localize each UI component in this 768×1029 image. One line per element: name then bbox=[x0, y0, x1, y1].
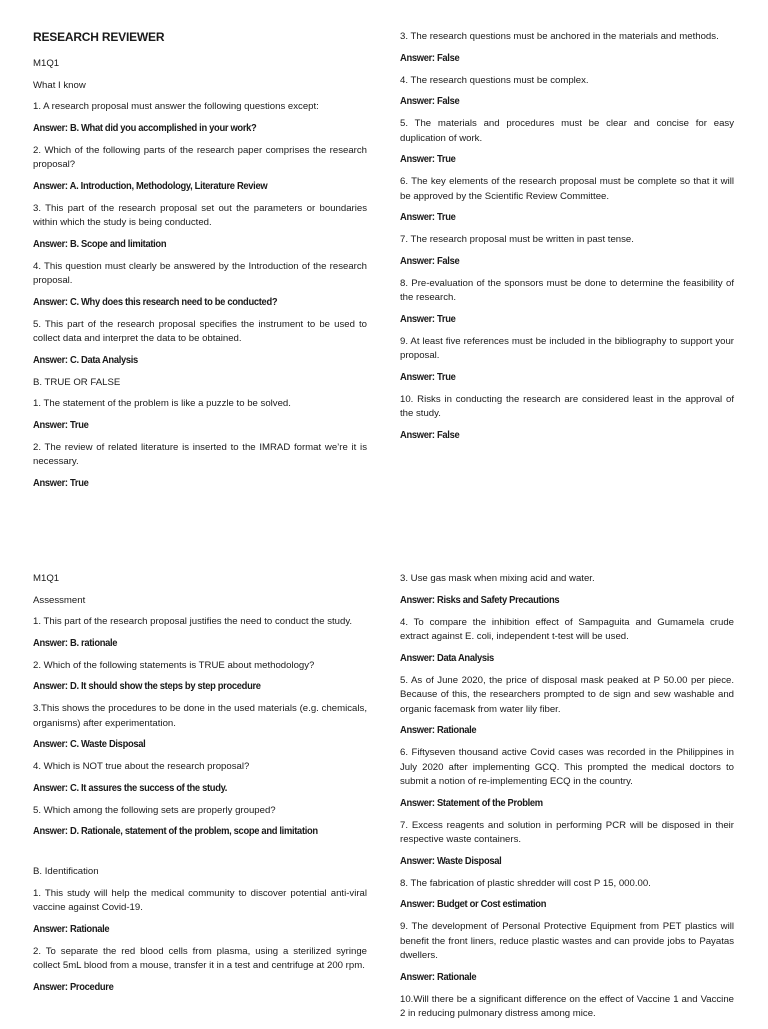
question: 6. Fiftyseven thousand active Covid cases was recorded in the Philippines in July 2020 after implementing GCQ. This prompted the medical doctors to submit a notion of re-implementing ECQ in the country. bbox=[400, 747, 734, 787]
question: 1. This part of the research proposal justifies the need to conduct the study. bbox=[33, 616, 353, 627]
question: 9. The development of Personal Protective Equipment from PET plastics will benefit the front liners, reduce plastic wastes and can provide jobs to Payatas dwellers. bbox=[400, 921, 734, 961]
question: 4. To compare the inhibition effect of Sampaguita and Gumamela crude extract against E. coli, independent t-test will be used. bbox=[400, 616, 734, 642]
answer: Answer: Waste Disposal bbox=[400, 855, 502, 867]
answer: Answer: False bbox=[400, 429, 460, 441]
answer: Answer: True bbox=[400, 371, 456, 383]
question: 3. This part of the research proposal set out the parameters or boundaries within which the study is being conducted. bbox=[33, 202, 367, 228]
question: 2. The review of related literature is inserted to the IMRAD format we’re it is necessary. bbox=[33, 441, 367, 467]
answer: Answer: Budget or Cost estimation bbox=[400, 899, 547, 910]
question: 9. At least five references must be included in the bibliography to support your proposal. bbox=[400, 335, 734, 361]
document-title: RESEARCH REVIEWER bbox=[33, 30, 165, 44]
answer: Answer: A. Introduction, Methodology, Literature Review bbox=[33, 180, 268, 192]
answer: Answer: C. Data Analysis bbox=[33, 354, 138, 366]
spacer bbox=[33, 847, 367, 865]
question: 4. The research questions must be complex. bbox=[400, 74, 589, 86]
question: 2. Which of the following statements is TRUE about methodology? bbox=[33, 659, 315, 671]
section-heading: B. TRUE OR FALSE bbox=[33, 376, 121, 388]
answer: Answer: Rationale bbox=[33, 923, 110, 935]
section-heading: Assessment bbox=[33, 594, 86, 606]
question: 5. As of June 2020, the price of disposal mask peaked at P 50.00 per piece. Because of this, the researchers prompted to de sign and sew washable and organic facemask from water lily fiber. bbox=[400, 674, 734, 715]
question: 2. Which of the following parts of the research paper comprises the research proposal? bbox=[33, 144, 367, 170]
answer: Answer: True bbox=[33, 419, 89, 431]
section-heading: B. Identification bbox=[33, 866, 99, 877]
answer: Answer: True bbox=[400, 313, 456, 325]
question: 1. A research proposal must answer the following questions except: bbox=[33, 101, 319, 112]
question: 4. This question must clearly be answered by the Introduction of the research proposal. bbox=[33, 260, 367, 286]
question: 5. This part of the research proposal specifies the instrument to be used to collect data and interpret the data to be obtained. bbox=[33, 318, 367, 344]
question: 3. Use gas mask when mixing acid and water. bbox=[400, 573, 595, 584]
answer: Answer: B. Scope and limitation bbox=[33, 238, 167, 250]
answer: Answer: C. It assures the success of the study. bbox=[33, 782, 228, 794]
question: 6. The key elements of the research proposal must be complete so that it will be approved by the Scientific Review Committee. bbox=[400, 176, 734, 202]
answer: Answer: Statement of the Problem bbox=[400, 797, 543, 809]
question: 2. To separate the red blood cells from plasma, using a sterilized syringe collect 5mL blood from a mouse, transfer it in a test and centrifuge at 200 rpm. bbox=[33, 945, 367, 971]
answer: Answer: B. What did you accomplished in your work? bbox=[33, 122, 257, 134]
answer: Answer: Risks and Safety Precautions bbox=[400, 594, 560, 606]
page2-left-column bbox=[33, 572, 367, 1003]
question: 3.This shows the procedures to be done in the used materials (e.g. chemicals, organisms) after experimentation. bbox=[33, 703, 367, 729]
answer: Answer: False bbox=[400, 255, 460, 267]
answer: Answer: C. Waste Disposal bbox=[33, 739, 146, 750]
answer: Answer: Rationale bbox=[400, 971, 477, 983]
question: 7. The research proposal must be written in past tense. bbox=[400, 234, 634, 245]
answer: Answer: C. Why does this research need to be conducted? bbox=[33, 296, 278, 308]
answer: Answer: Data Analysis bbox=[400, 652, 494, 664]
module-label: M1Q1 bbox=[33, 573, 60, 584]
page1-right-column bbox=[400, 30, 734, 451]
answer: Answer: Rationale bbox=[400, 725, 477, 736]
answer: Answer: D. Rationale, statement of the problem, scope and limitation bbox=[33, 826, 318, 837]
question: 8. Pre-evaluation of the sponsors must be done to determine the feasibility of the research. bbox=[400, 277, 734, 303]
module-label: M1Q1 bbox=[33, 58, 60, 69]
page2-right-column bbox=[400, 572, 734, 1029]
page1-left-column bbox=[33, 30, 367, 499]
answer: Answer: B. rationale bbox=[33, 637, 118, 649]
answer: Answer: True bbox=[400, 154, 456, 165]
question: 5. The materials and procedures must be clear and concise for easy duplication of work. bbox=[400, 118, 734, 144]
answer: Answer: True bbox=[33, 477, 89, 489]
section-heading: What I know bbox=[33, 79, 86, 91]
answer: Answer: False bbox=[400, 96, 460, 107]
answer: Answer: False bbox=[400, 52, 460, 64]
question: 8. The fabrication of plastic shredder will cost P 15, 000.00. bbox=[400, 877, 651, 889]
question: 1. This study will help the medical community to discover potential anti-viral vaccine against Covid-19. bbox=[33, 887, 367, 913]
question: 5. Which among the following sets are properly grouped? bbox=[33, 804, 276, 816]
answer: Answer: True bbox=[400, 212, 456, 223]
question: 7. Excess reagents and solution in performing PCR will be disposed in their respective waste containers. bbox=[400, 819, 734, 845]
question: 10. Risks in conducting the research are considered least in the approval of the study. bbox=[400, 393, 734, 419]
question: 4. Which is NOT true about the research proposal? bbox=[33, 761, 250, 772]
question: 1. The statement of the problem is like a puzzle to be solved. bbox=[33, 398, 291, 409]
question: 10.Will there be a significant difference on the effect of Vaccine 1 and Vaccine 2 in reducing pulmonary distress among mice. bbox=[400, 993, 734, 1019]
question: 3. The research questions must be anchored in the materials and methods. bbox=[400, 31, 719, 42]
answer: Answer: D. It should show the steps by step procedure bbox=[33, 681, 261, 692]
answer: Answer: Procedure bbox=[33, 981, 114, 993]
